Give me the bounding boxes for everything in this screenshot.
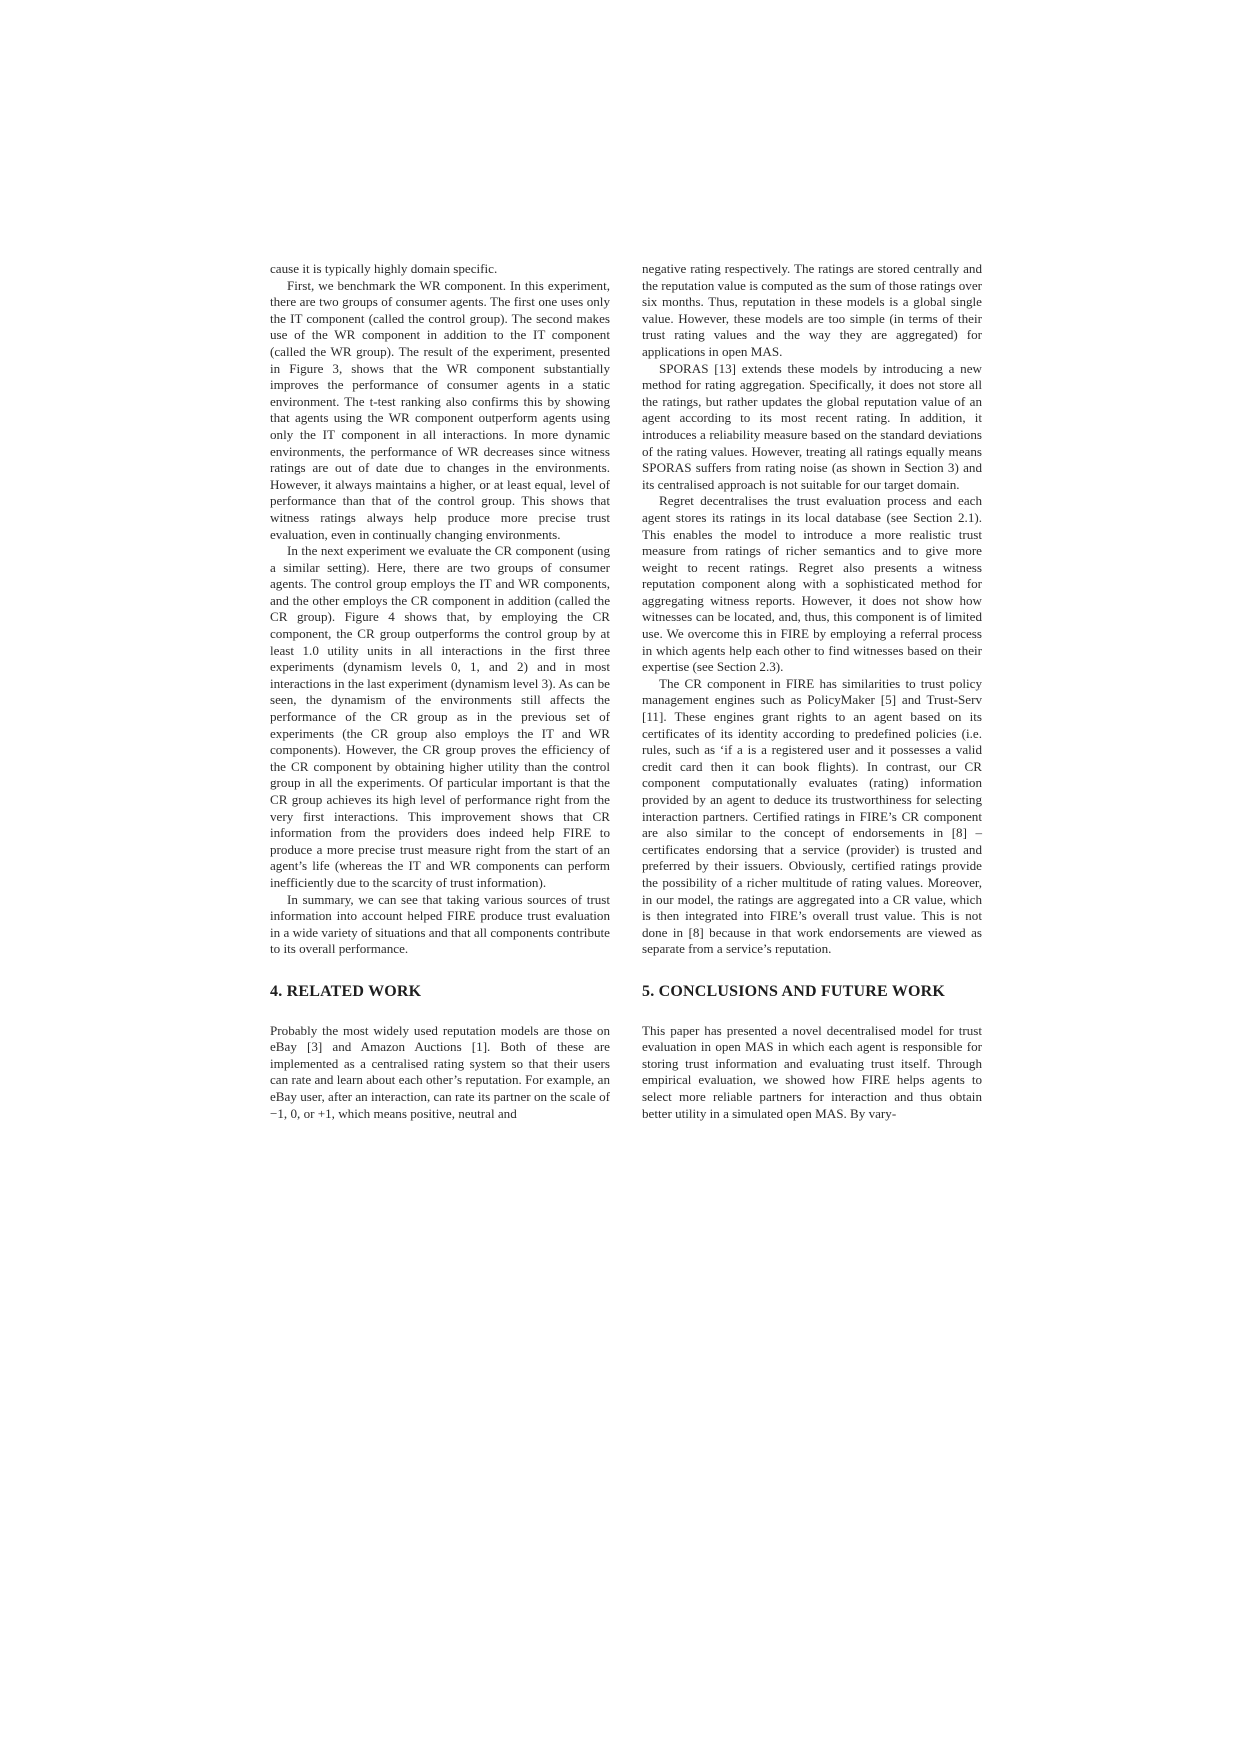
paragraph-conclusions: This paper has presented a novel decentralised model for trust evaluation in open MAS in which each agent is responsible for storing trust information and evaluating trust itself. Through empirical evaluation, we showed how FIRE helps agents to select more reliable partners for interaction and thus obtain better utility in a simulated open MAS. By vary- [642, 1022, 982, 1121]
right-column [642, 261, 982, 1122]
left-column [270, 261, 610, 1122]
paragraph-summary: In summary, we can see that taking various sources of trust information into account helped FIRE produce trust evaluation in a wide variety of situations and that all components contribute to its overall performance. [270, 891, 610, 957]
paragraph-cr-experiment: In the next experiment we evaluate the CR component (using a similar setting). Here, there are two groups of consumer agents. The control group employs the IT and WR components, and the other employs the CR component in addition (called the CR group). Figure 4 shows that, by employing the CR component, the CR group outperforms the control group by at least 1.0 utility units in all interactions in the first three experiments (dynamism levels 0, 1, and 2) and in most interactions in the last experiment (dynamism level 3). As can be seen, the dynamism of the environments still affects the performance of the CR group as in the previous set of experiments (the CR group also employs the IT and WR components). However, the CR group proves the efficiency of the CR component by obtaining higher utility than the control group in all the experiments. Of particular important is that the CR group achieves its high level of performance right from the very first interactions. This improvement shows that CR information from the providers does indeed help FIRE to produce a more precise trust measure right from the start of an agent’s life (whereas the IT and WR components can perform inefficiently due to the scarcity of trust information). [270, 543, 610, 890]
paragraph-sporas: SPORAS [13] extends these models by introducing a new method for rating aggregation. Specifically, it does not store all the ratings, but rather updates the global reputation value of an agent according to its most recent rating. In addition, it introduces a reliability measure based on the standard deviations of the rating values. However, treating all ratings equally means SPORAS suffers from rating noise (as shown in Section 3) and its centralised approach is not suitable for our target domain. [642, 360, 982, 492]
paragraph-continuation: cause it is typically highly domain specific. [270, 261, 498, 276]
section-heading-conclusions: 5. CONCLUSIONS AND FUTURE WORK [642, 982, 946, 1000]
paragraph-wr-benchmark: First, we benchmark the WR component. In this experiment, there are two groups of consumer agents. The first one uses only the IT component (called the control group). The second makes use of the WR component in addition to the IT component (called the WR group). The result of the experiment, presented in Figure 3, shows that the WR component substantially improves the performance of consumer agents in a static environment. The t-test ranking also confirms this by showing that agents using the WR component outperform agents using only the IT component in all interactions. In more dynamic environments, the performance of WR decreases since witness ratings are out of date due to changes in the environments. However, it always maintains a higher, or at least equal, level of performance than that of the control group. This shows that witness ratings always help produce more precise trust evaluation, even in continually changing environments. [270, 277, 610, 542]
paragraph-regret: Regret decentralises the trust evaluation process and each agent stores its ratings in its local database (see Section 2.1). This enables the model to introduce a more realistic trust measure from ratings of richer semantics and to give more weight to recent ratings. Regret also presents a witness reputation component along with a sophisticated method for aggregating witness reports. However, it does not show how witnesses can be located, and, thus, this component is of limited use. We overcome this in FIRE by employing a referral process in which agents help each other to find witnesses based on their expertise (see Section 2.3). [642, 493, 982, 675]
section-heading-related-work: 4. RELATED WORK [270, 982, 422, 1000]
paragraph-cr-similarities: The CR component in FIRE has similarities to trust policy management engines such as PolicyMaker [5] and Trust-Serv [11]. These engines grant rights to an agent based on its certificates of its identity according to predefined policies (i.e. rules, such as ‘if a is a registered user and it possesses a valid credit card then it can book flights). In contrast, our CR component computationally evaluates (rating) information provided by an agent to deduce its trustworthiness for selecting interaction partners. Certified ratings in FIRE’s CR component are also similar to the concept of endorsements in [8] – certificates endorsing that a service (provider) is trusted and preferred by their issuers. Obviously, certified ratings provide the possibility of a richer multitude of rating values. Moreover, in our model, the ratings are aggregated into a CR value, which is then integrated into FIRE’s overall trust value. This is not done in [8] because in that work endorsements are viewed as separate from a service’s reputation. [642, 675, 982, 957]
paragraph-reputation-models: Probably the most widely used reputation models are those on eBay [3] and Amazon Auctions [1]. Both of these are implemented as a centralised rating system so that their users can rate and learn about each other’s reputation. For example, an eBay user, after an interaction, can rate its partner on the scale of −1, 0, or +1, which means positive, neutral and [270, 1022, 610, 1121]
paragraph-ebay-continuation: negative rating respectively. The ratings are stored centrally and the reputation value is computed as the sum of those ratings over six months. Thus, reputation in these models is a global single value. However, these models are too simple (in terms of their trust rating values and the way they are aggregated) for applications in open MAS. [642, 261, 982, 359]
